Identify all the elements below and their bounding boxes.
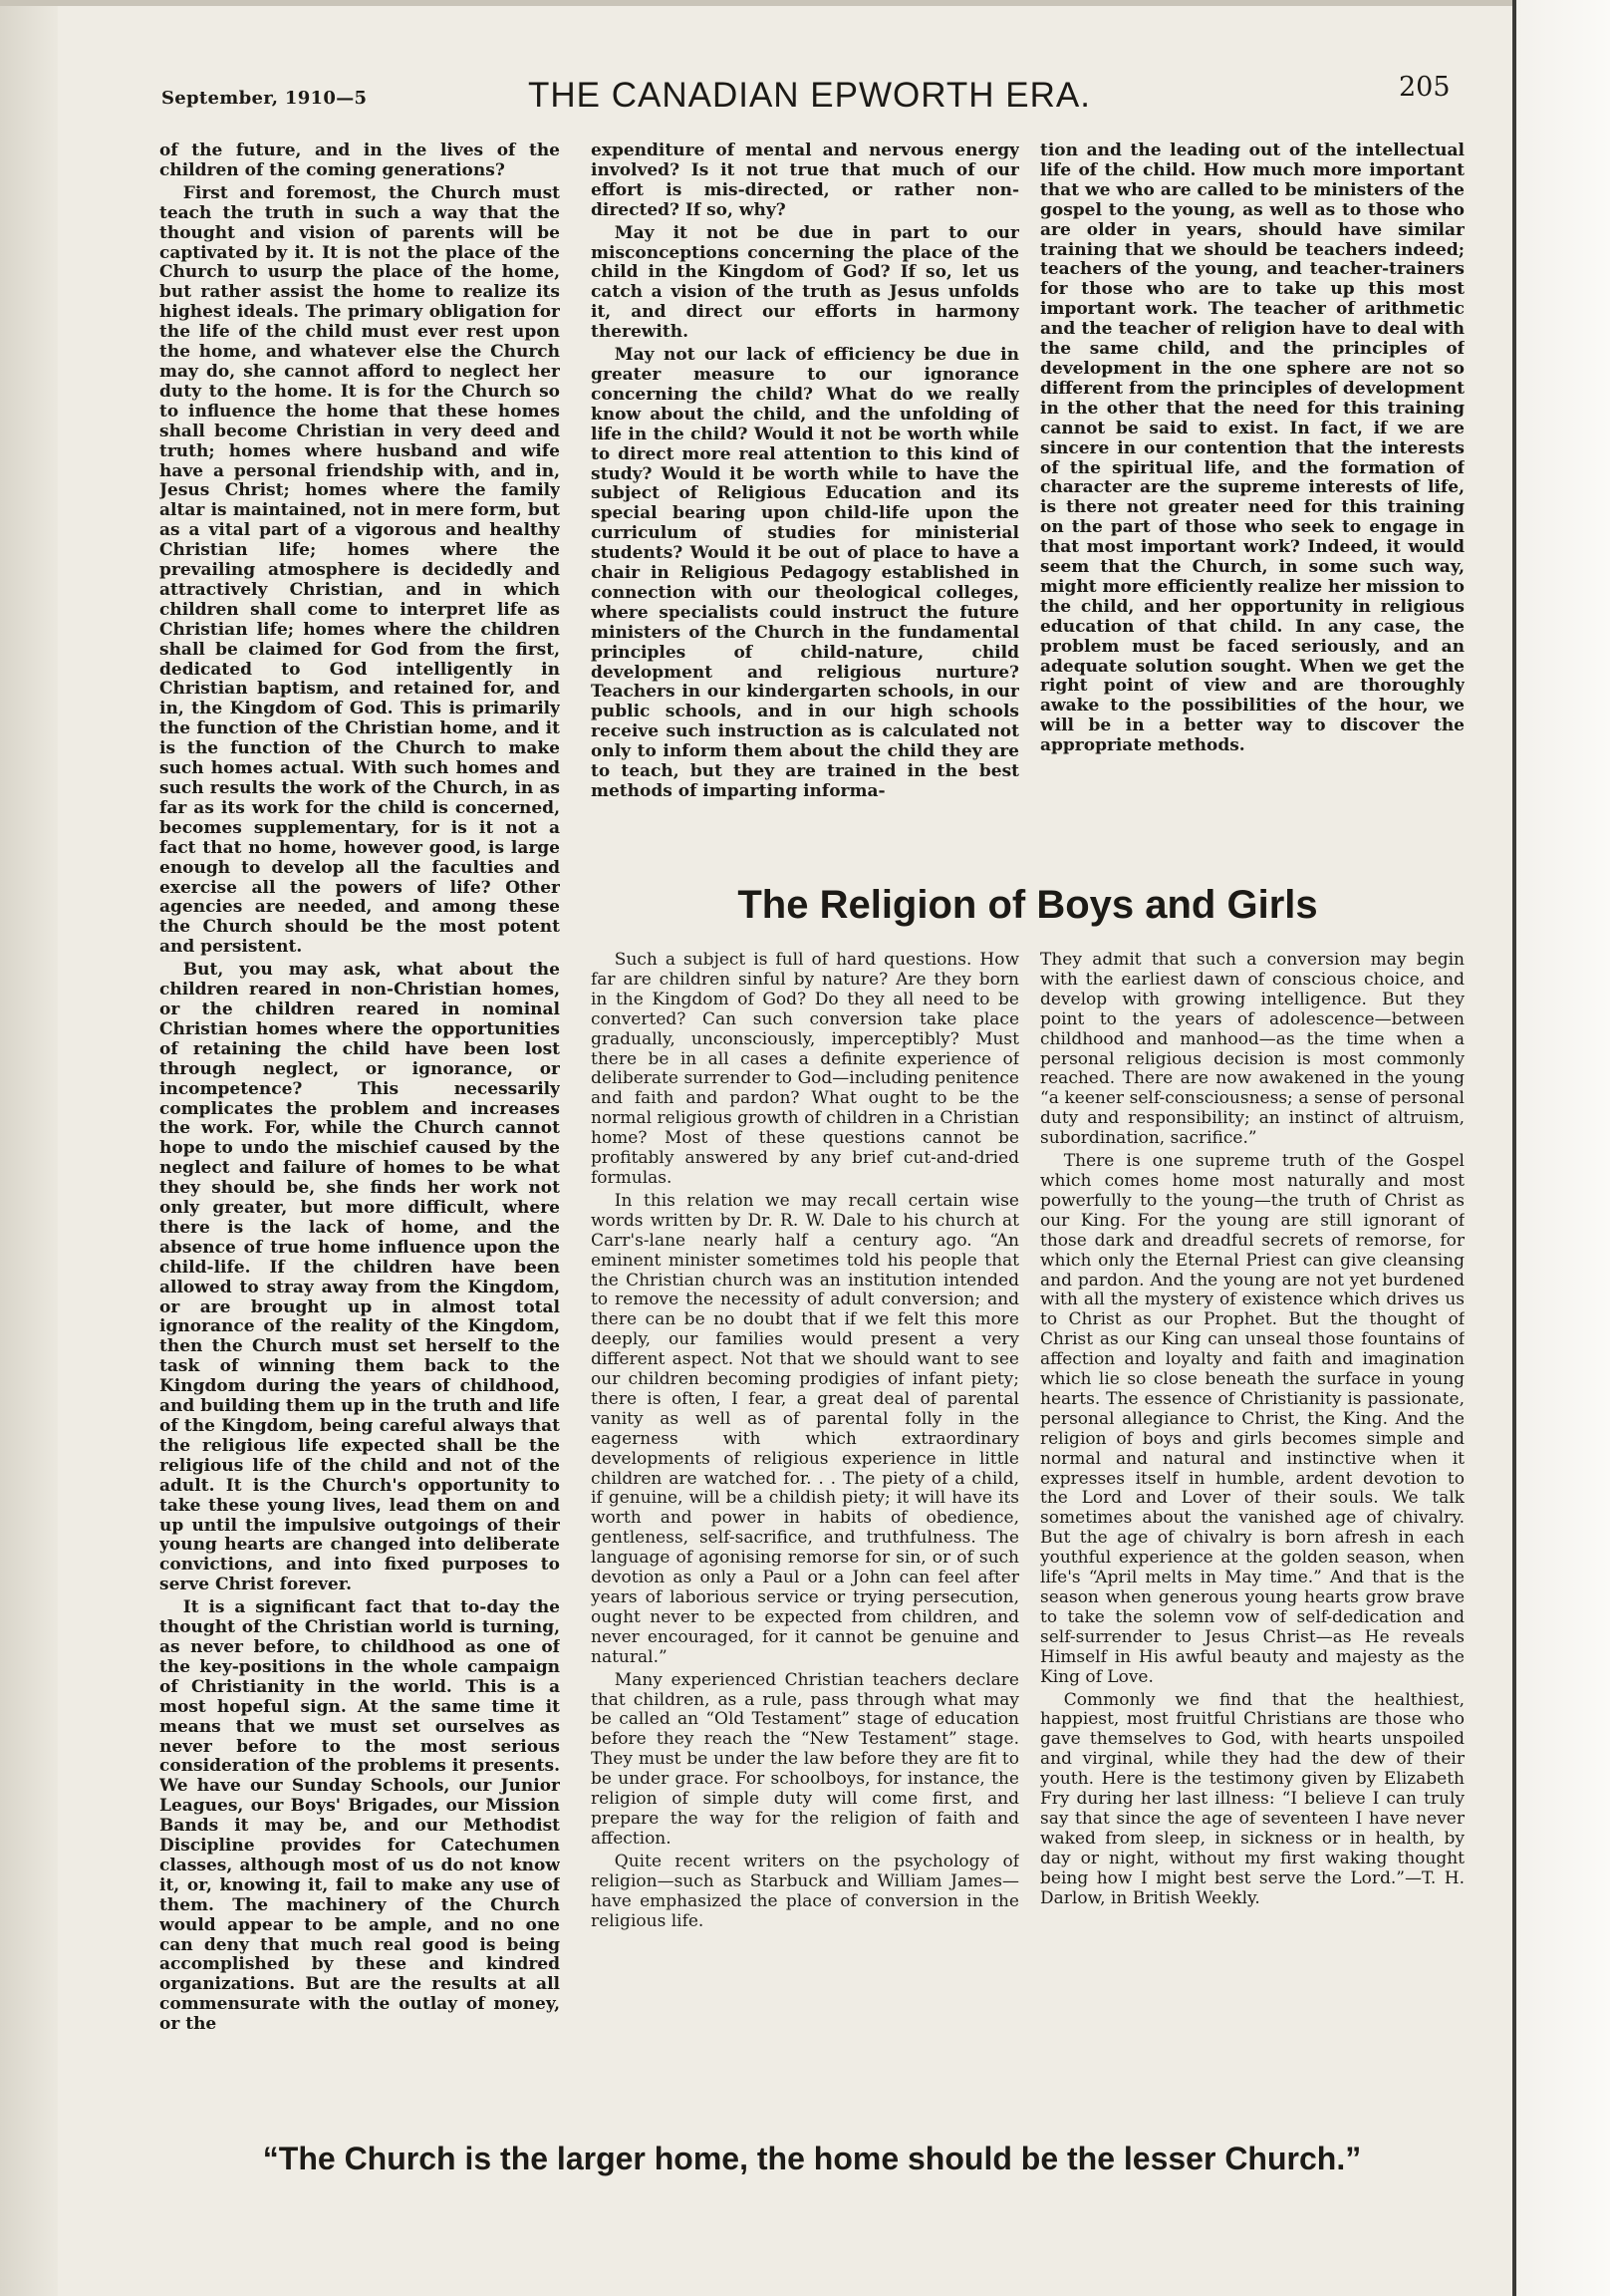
paragraph: It is a significant fact that to-day the thought of the Christian world is turning, as never before, to childhood as one of the key-positions in the whole campaign of Christianity in the world. This is a most hopeful sign. At the same time it means that we must set ourselves as never before to the most serious consideration of the problems it presents. We have our Sunday Schools, our Junior Leagues, our Boys' Brigades, our Mission Bands it may be, and our Methodist Discipline provides for Catechumen classes, although most of us do not know it, or, knowing it, fail to make any use of them. The machinery of the Church would appear to be ample, and no one can deny that much real good is being accomplished by these and kindred organizations. But are the results at all commensurate with the outlay of money, or the bbox=[159, 1597, 560, 2035]
issue-date: September, 1910—5 bbox=[161, 88, 368, 109]
column-1 bbox=[159, 142, 560, 2133]
paragraph: expenditure of mental and nervous energy involved? Is it not true that much of our effort is mis-directed, or rather non-directed? If so, why? bbox=[591, 142, 1019, 220]
top-edge bbox=[0, 0, 1610, 6]
paragraph: Quite recent writers on the psychology of religion—such as Starbuck and William James—have emphasized the place of conversion in the religious life. bbox=[591, 1851, 1019, 1931]
paragraph: Such a subject is full of hard questions. How far are children sinful by nature? Are they born in the Kingdom of God? Do they all need to be converted? Can such conversion take place gradually, unconsciously, imperceptibly? Must there be in all cases a definite experience of deliberate surrender to God—including penitence and faith and pardon? What ought to be the normal religious growth of children in a Christian home? Most of these questions cannot be profitably answered by any brief cut-and-dried formulas. bbox=[591, 951, 1019, 1188]
page-number: 205 bbox=[1399, 72, 1451, 103]
paragraph: tion and the leading out of the intellectual life of the child. How much more important that we who are called to be ministers of the gospel to the young, as well as to those who are older in years, should have similar training that we should be teachers indeed; teachers of the young, and teacher-trainers for those who are to take up this most important work. The teacher of arithmetic and the teacher of religion have to deal with the same child, and the principles of development in the one sphere are not so different from the principles of development in the other that the need for this training cannot be said to exist. In fact, if we are sincere in our contention that the interests of the spiritual life, and the formation of character are the supreme interests of life, is there not greater need for this training on the part of those who seek to engage in that most important work? Indeed, it would seem that the Church, in some such way, might more efficiently realize her mission to the child, and her opportunity in religious education of that child. In any case, the problem must be faced seriously, and an adequate solution sought. When we get the right point of view and are thoroughly awake to the possibilities of the hour, we will be in a better way to discover the appropriate methods. bbox=[1040, 142, 1465, 756]
column-3 bbox=[1040, 142, 1465, 859]
article-title: The Religion of Boys and Girls bbox=[737, 883, 1318, 927]
publication-title: THE CANADIAN EPWORTH ERA. bbox=[528, 76, 1091, 115]
paragraph bbox=[591, 224, 1019, 343]
paragraph: Many experienced Christian teachers declare that children, as a rule, pass through what may be called an “Old Testament” stage of education before they reach the “New Testament” stage. They must be under the law before they are fit to be under grace. For schoolboys, for instance, the religion of simple duty will come first, and prepare the way for the religion of faith and affection. bbox=[591, 1669, 1019, 1849]
right-margin bbox=[1516, 0, 1610, 2296]
column-5 bbox=[1040, 951, 1465, 2133]
footer-quote: “The Church is the larger home, the home should be the lesser Church.” bbox=[262, 2141, 1362, 2176]
paragraph-text-emphasis: let us catch a vision of the truth as Jesus unfolds it, and direct our efforts in harmony therewith. bbox=[591, 262, 1019, 343]
paragraph: of the future, and in the lives of the children of the coming generations? bbox=[159, 142, 560, 180]
paragraph: May not our lack of efficiency be due in greater measure to our ignorance concerning the child? What do we really know about the child, and the unfolding of life in the child? Would it not be worth while to direct more real attention to this kind of study? Would it be worth while to have the subject of Religious Education and its special bearing upon child-life upon the curriculum of studies for ministerial students? Would it be out of place to have a chair in Religious Pedagogy established in connection with our theological colleges, where specialists could instruct the future ministers of the Church in the fundamental principles of child-nature, child development and religious nurture? Teachers in our kindergarten schools, in our public schools, and in our high schools receive such instruction as is calculated not only to inform them about the child they are to teach, but they are trained in the best methods of imparting informa- bbox=[591, 345, 1019, 801]
column-2 bbox=[591, 142, 1019, 859]
paragraph-text: May it not be due in part to our misconceptions concerning the place of the child in the Kingdom of God? If so, bbox=[591, 222, 1019, 283]
paragraph: In this relation we may recall certain wise words written by Dr. R. W. Dale to his church at Carr's-lane nearly half a century ago. “An eminent minister sometimes told his people that the Christian church was an institution intended to remove the necessity of adult conversion; and there can be no doubt that if we felt this more deeply, our families would present a very different aspect. Not that we should want to see our children becoming prodigies of infant piety; there is often, I fear, a great deal of parental vanity as well as of parental folly in the eagerness with which extraordinary developments of religious experience in little children are watched for. . . The piety of a child, if genuine, will be a childish piety; it will have its worth and power in habits of obedience, gentleness, self-sacrifice, and truthfulness. The language of agonising remorse for sin, or of such devotion as only a Paul or a John can feel after years of laborious service or trying persecution, ought never to be expected from children, and never encouraged, for it cannot be genuine and natural.” bbox=[591, 1190, 1019, 1667]
paragraph: But, you may ask, what about the children reared in non-Christian homes, or the children reared in nominal Christian homes where the opportunities of retaining the child have been lost through neglect, or ignorance, or incompetence? This necessarily complicates the problem and increases the work. For, while the Church cannot hope to undo the mischief caused by the neglect and failure of homes to be what they should be, she finds her work not only greater, but more difficult, where there is the lack of home, and the absence of true home influence upon the child-life. If the children have been allowed to stray away from the Kingdom, or are brought up in almost total ignorance of the reality of the Kingdom, then the Church must set herself to the task of winning them back to the Kingdom during the years of childhood, and building them up in the truth and life of the Kingdom, being careful always that the religious life expected shall be the religious life of the child and not of the adult. It is the Church's opportunity to take these young lives, lead them on and up until the impulsive outgoings of their young hearts are changed into deliberate convictions, and into fixed purposes to serve Christ forever. bbox=[159, 960, 560, 1595]
left-margin-shadow bbox=[0, 0, 58, 2296]
paragraph: There is one supreme truth of the Gospel which comes home most naturally and most powerfully to the young—the truth of Christ as our King. For the young are still ignorant of those dark and dreadful secrets of remorse, for which only the Eternal Priest can give cleansing and pardon. And the young are not yet burdened with all the mystery of existence which drives us to Christ as our Prophet. But the thought of Christ as our King can unseal those fountains of affection and loyalty and faith and imagination which lie so close beneath the surface in young hearts. The essence of Christianity is passionate, personal allegiance to Christ, the King. And the religion of boys and girls becomes simple and normal and natural and instinctive when it expresses itself in humble, ardent devotion to the Lord and Lover of their souls. We talk sometimes about the vanished age of chivalry. But the age of chivalry is born afresh in each youthful experience at the golden season, when life's “April melts in May time.” And that is the season when generous young hearts grow brave to take the solemn vow of self-dedication and self-surrender to Jesus Christ—as He reveals Himself in His awful beauty and majesty as the King of Love. bbox=[1040, 1151, 1465, 1687]
paragraph: First and foremost, the Church must teach the truth in such a way that the thought and vision of parents will be captivated by it. It is not the place of the Church to usurp the place of the home, but rather assist the home to realize its highest ideals. The primary obligation for the life of the child must ever rest upon the home, and whatever else the Church may do, she cannot afford to neglect her duty to the home. It is for the Church so to influence the home that these homes shall become Christian in very deed and truth; homes where husband and wife have a personal friendship with, and in, Jesus Christ; homes where the family altar is maintained, not in mere form, but as a vital part of a vigorous and healthy Christian life; homes where the prevailing atmosphere is decidedly and attractively Christian, and in which children shall come to interpret life as Christian life; homes where the children shall be claimed for God from the first, dedicated to God intelligently in Christian baptism, and retained for, and in, the Kingdom of God. This is primarily the function of the Christian home, and it is the function of the Church to make such homes actual. With such homes and such results the work of the Church, in as far as its work for the child is concerned, becomes supplementary, for is it not a fact that no home, however good, is large enough to develop all the faculties and exercise all the powers of life? Other agencies are needed, and among these the Church should be the most potent and persistent. bbox=[159, 182, 560, 958]
paragraph: They admit that such a conversion may begin with the earliest dawn of conscious choice, and develop with growing intelligence. But they point to the years of adolescence—between childhood and manhood—as the time when a personal religious decision is most commonly reached. There are now awakened in the young “a keener self-consciousness; a sense of personal duty and responsibility; an instinct of altruism, subordination, sacrifice.” bbox=[1040, 951, 1465, 1149]
paragraph: Commonly we find that the healthiest, happiest, most fruitful Christians are those who gave themselves to God, with hearts unspoiled and virginal, while they had the dew of their youth. Here is the testimony given by Elizabeth Fry during her last illness: “I believe I can truly say that since the age of seventeen I have never waked from sleep, in sickness or in health, by day or night, without my first waking thought being how I might best serve the Lord.”—T. H. Darlow, in British Weekly. bbox=[1040, 1689, 1465, 1908]
column-4 bbox=[591, 951, 1019, 2133]
